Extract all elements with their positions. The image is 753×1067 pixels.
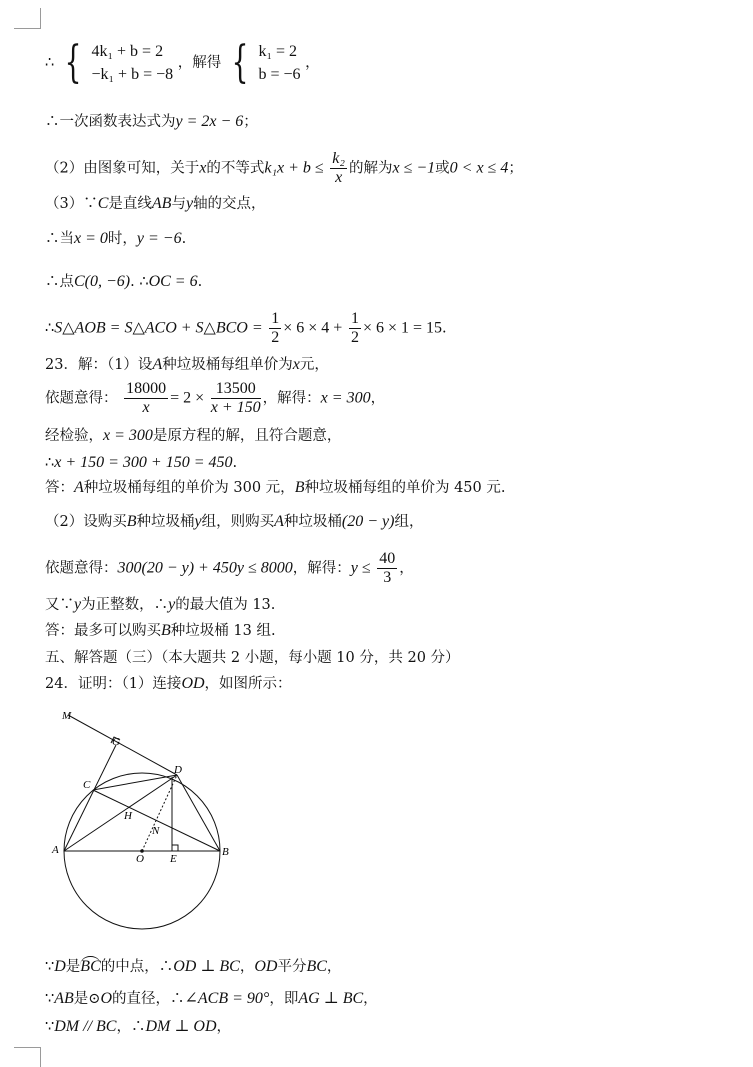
left-brace-2: {	[231, 37, 249, 88]
math: ∠ACB = 90°	[184, 990, 270, 1007]
math: C	[97, 195, 109, 212]
math: x = 300	[103, 427, 153, 444]
label-b: B	[222, 846, 229, 858]
crop-mark-bottom-h	[14, 1047, 41, 1048]
line-answer-23-1	[45, 478, 505, 498]
text: 答：	[45, 480, 74, 496]
text: 与	[171, 196, 186, 212]
math: A	[74, 479, 84, 496]
line-midpoint	[45, 957, 341, 977]
punct: .	[442, 320, 447, 337]
text: 答：最多可以购买	[45, 623, 161, 639]
text: 组，则购买	[201, 514, 275, 530]
text: （2）由图象可知，关于	[45, 160, 200, 177]
math: = 2 ×	[170, 389, 205, 407]
geometry-figure	[50, 705, 250, 930]
punct: ，	[399, 560, 414, 577]
system-2-row-2: b = −6	[258, 66, 301, 83]
math: y	[74, 596, 82, 613]
text: ∴一次函数表达式为	[45, 114, 176, 130]
text: ∵	[45, 959, 55, 975]
text: ∴	[45, 320, 55, 337]
fraction-half-2	[349, 310, 361, 347]
line-part2-23	[45, 512, 423, 532]
text: ∵	[45, 991, 55, 1007]
fraction-18000	[124, 380, 168, 417]
line-inequality	[45, 150, 523, 187]
math: y = −6	[136, 230, 182, 247]
label-d: D	[174, 764, 182, 776]
therefore-symbol: ∴	[45, 55, 55, 71]
math: y = 2x − 6	[175, 113, 244, 130]
text: 是⊙	[73, 991, 101, 1007]
label-c: C	[83, 779, 91, 791]
text: 为正整数，∴	[81, 597, 169, 613]
text: ，如图所示：	[204, 676, 292, 692]
text: 平分	[277, 959, 307, 975]
math: OC = 6	[148, 273, 198, 290]
line-diameter	[45, 989, 378, 1009]
math: x + 150 = 300 + 150 = 450	[54, 454, 233, 471]
math: O	[100, 990, 112, 1007]
text: ∴当	[45, 231, 74, 247]
math: x	[292, 356, 300, 373]
math: B	[294, 479, 305, 496]
math: D	[54, 958, 66, 975]
math: AG ⊥ BC	[298, 990, 364, 1007]
right-angle-e	[172, 845, 178, 851]
punct: ，	[370, 390, 386, 407]
label-g: G	[112, 736, 120, 748]
text: 24．证明：（1）连接	[45, 676, 182, 692]
text: 是直线	[108, 196, 152, 212]
label-e: E	[170, 853, 177, 865]
punct: .	[232, 455, 238, 471]
text: 是原方程的解，且符合题意，	[152, 428, 342, 444]
math: (20 − y)	[341, 513, 395, 530]
punct: ，	[216, 1019, 231, 1035]
numerator: 1	[350, 310, 359, 327]
text: ，即	[269, 991, 299, 1007]
equation-system-2	[258, 40, 300, 86]
line-point-c	[45, 272, 202, 292]
crop-mark-bottom-v	[40, 1047, 41, 1067]
math: OD	[181, 675, 205, 692]
text: 依题意得：	[45, 560, 118, 577]
math: y ≤	[350, 559, 371, 577]
label-h: H	[124, 810, 132, 822]
math: C(0, −6)	[74, 273, 131, 290]
text: 经检验，	[45, 428, 103, 444]
text: ∴点	[45, 274, 74, 290]
text: 种垃圾桶	[136, 514, 195, 530]
math: B	[161, 622, 171, 639]
text: 的解为	[348, 160, 393, 177]
text: 的直径，∴	[112, 991, 185, 1007]
text: 五、解答题（三）（本大题共 2 小题，每小题 10 分，共 20 分）	[45, 650, 460, 666]
text: 元，	[299, 357, 329, 373]
text: （3）∵	[45, 196, 98, 212]
fraction-40-3	[377, 550, 397, 587]
denominator: 2	[350, 329, 359, 346]
text: ，解得：	[262, 390, 321, 407]
line-equation-23	[45, 380, 385, 417]
math: 300(20 − y) + 450y ≤ 8000	[117, 559, 293, 577]
label-n: N	[152, 825, 160, 837]
line-area	[45, 310, 447, 347]
punct: ；	[508, 160, 523, 177]
fraction-half-1	[269, 310, 281, 347]
math: x = 300	[320, 389, 371, 407]
system-2-row-1: k₁ = 2	[258, 43, 298, 60]
math: DM ⊥ OD	[145, 1018, 217, 1035]
line-answer-23-2	[45, 621, 276, 641]
text: 或	[435, 160, 450, 177]
text: ，解得：	[292, 560, 351, 577]
math: OD	[254, 958, 278, 975]
math: A	[152, 356, 163, 373]
math: y	[194, 513, 202, 530]
math: AB	[151, 195, 172, 212]
denominator: x + 150	[210, 399, 261, 416]
line-x-zero	[45, 229, 186, 249]
line-md	[68, 715, 177, 775]
equation-system-1	[91, 40, 173, 86]
text: 的最大值为 13.	[175, 597, 276, 613]
text: 种垃圾桶每组的单价为 450 元.	[304, 480, 506, 496]
text: 轴的交点，	[193, 196, 266, 212]
math: OD ⊥ BC	[173, 958, 240, 975]
label-o: O	[136, 853, 144, 865]
punct: ，	[239, 959, 255, 975]
math: BC	[306, 958, 327, 975]
punct: .	[197, 274, 203, 290]
solve-text: ，解得	[177, 55, 222, 71]
text: . ∴	[130, 274, 149, 290]
text: 种垃圾桶每组的单价为 300 元，	[83, 480, 295, 496]
denominator: x	[142, 399, 150, 416]
denominator: 3	[383, 569, 392, 586]
math: × 6 × 1 = 15	[362, 319, 443, 337]
line-parallel	[45, 1017, 231, 1037]
line-system	[45, 37, 320, 88]
math: B	[126, 513, 137, 530]
punct: ，	[363, 991, 378, 1007]
left-brace: {	[64, 37, 82, 88]
line-db	[177, 775, 220, 851]
math: x = 0	[74, 230, 108, 247]
math: AB	[54, 990, 74, 1007]
line-ad	[64, 775, 177, 851]
line-inequality-23	[45, 550, 414, 587]
math: DM // BC	[54, 1018, 117, 1035]
numerator: k₂	[332, 150, 345, 167]
math: S△AOB = S△ACO + S△BCO =	[54, 319, 263, 337]
fraction-13500	[211, 380, 261, 417]
text: 时，	[107, 231, 137, 247]
label-a: A	[52, 844, 59, 856]
math: × 6 × 4 +	[283, 319, 343, 337]
math: y	[168, 596, 176, 613]
numerator: 13500	[211, 380, 261, 399]
text: 依题意得：	[45, 390, 118, 407]
text: 组，	[394, 514, 424, 530]
crop-mark-top-h	[14, 28, 41, 29]
system-1-row-2: −k₁ + b = −8	[91, 66, 174, 83]
text: ∵	[45, 1019, 55, 1035]
punct: ，	[326, 959, 342, 975]
math: x ≤ −1	[392, 159, 436, 177]
fraction-k2-x	[330, 150, 347, 187]
crop-mark-top-v	[40, 8, 41, 28]
math: 0 < x ≤ 4	[449, 159, 509, 177]
math: y	[185, 195, 194, 212]
text: ∴	[45, 455, 55, 471]
label-m: M	[62, 710, 72, 722]
arc-bc: BC	[80, 958, 101, 975]
text: 种垃圾桶每组单价为	[162, 357, 293, 373]
text: 是	[65, 959, 81, 975]
math: k₁x + b ≤	[264, 159, 324, 177]
math: A	[274, 513, 284, 530]
text: ，∴	[116, 1019, 146, 1035]
line-q24	[45, 674, 292, 694]
numerator: 18000	[126, 380, 167, 397]
line-integer	[45, 595, 275, 615]
numerator: 40	[379, 550, 396, 567]
line-part3	[45, 194, 266, 214]
text: 的中点，∴	[100, 959, 174, 975]
text: 的不等式	[206, 160, 265, 177]
denominator: x	[335, 169, 343, 186]
line-linear-function	[45, 112, 258, 132]
line-ag	[64, 745, 116, 851]
line-sum	[45, 453, 237, 473]
text: （2）设购买	[45, 514, 127, 530]
text: 种垃圾桶	[283, 514, 342, 530]
text: 种垃圾桶 13 组.	[170, 623, 276, 639]
section-heading	[45, 648, 460, 668]
text: 23．解：（1）设	[45, 357, 153, 373]
numerator: 1	[271, 310, 280, 327]
line-q23	[45, 355, 329, 375]
system-1-row-1: 4k₁ + b = 2	[91, 43, 164, 60]
text: 又∵	[45, 597, 74, 613]
punct: ；	[243, 114, 258, 130]
math: x	[199, 159, 207, 177]
punct: .	[181, 231, 187, 247]
denominator: 2	[271, 329, 280, 346]
line-check	[45, 426, 341, 446]
punct: ，	[305, 55, 320, 71]
